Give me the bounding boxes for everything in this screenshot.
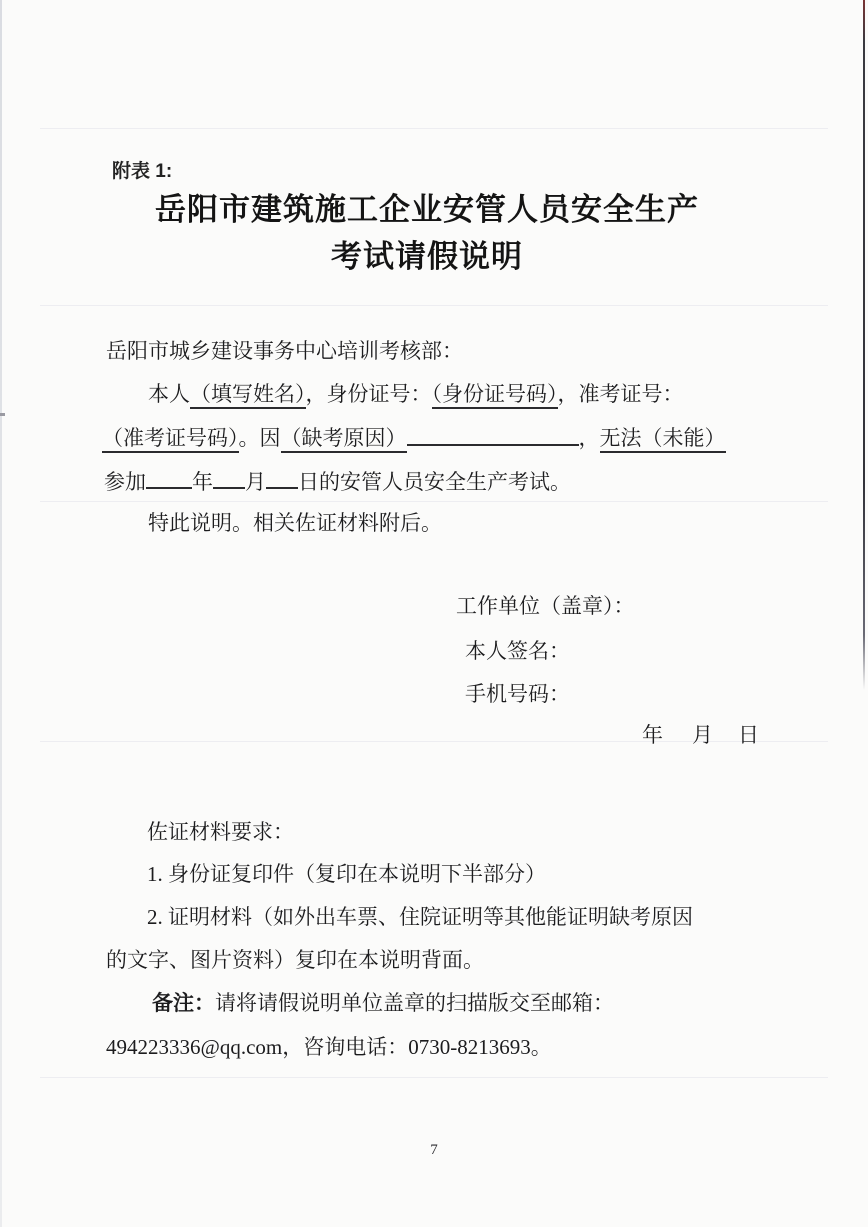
statement-line: 特此说明。相关佐证材料附后。 [148,511,442,535]
line3-comma: ， [578,426,600,450]
note-text: 请将请假说明单位盖章的扫描版交至邮箱： [215,991,614,1015]
scan-faint-rule [40,1077,828,1078]
phone-number-label: 手机号码： [465,682,570,706]
scan-faint-rule [40,501,828,502]
ticket-number-blank-field: （准考证号码） [102,426,239,453]
year-blank-field [146,467,192,489]
date-month-label: 月 [692,723,713,747]
requirement-item-2-line2: 的文字、图片资料）复印在本说明背面。 [106,948,484,972]
scan-faint-rule [40,128,828,129]
line2-ticket-label: ，准考证号： [557,382,684,406]
month-label: 月 [245,470,266,494]
line2-prefix: 本人 [148,382,190,406]
salutation-line: 岳阳市城乡建设事务中心培训考核部： [106,339,463,363]
scan-right-edge-artifact [863,0,865,690]
body-line-identity [148,378,684,408]
signer-name-label: 本人签名： [465,639,570,663]
work-unit-seal-label: 工作单位（盖章）： [456,594,635,618]
line2-id-label: ，身份证号： [305,382,432,406]
month-blank-field [213,467,245,489]
line4-rest: 日的安管人员安全生产考试。 [298,470,571,494]
unable-phrase: 无法（未能） [600,426,726,453]
year-label: 年 [192,470,213,494]
note-line [152,987,614,1017]
absence-reason-blank-field: （缺考原因） [281,426,407,453]
contact-line: 494223336@qq.com，咨询电话：0730-8213693。 [106,1035,552,1059]
note-label: 备注： [152,991,215,1015]
page-number: 7 [430,1142,438,1158]
document-title-line2: 考试请假说明 [331,239,523,274]
scan-faint-rule [40,305,828,306]
name-blank-field: （填写姓名） [190,382,306,409]
requirement-item-1: 1. 身份证复印件（复印在本说明下半部分） [147,862,546,886]
document-title-line1: 岳阳市建筑施工企业安管人员安全生产 [155,192,699,227]
body-line-reason [102,422,726,452]
date-year-label: 年 [642,723,663,747]
line4-prefix: 参加 [104,470,146,494]
id-number-blank-field: （身份证号码） [432,382,558,409]
scan-speck [0,413,5,416]
day-blank-field [266,467,298,489]
date-line [642,719,759,749]
line3-because: 。因 [238,426,281,450]
requirement-item-2-line1: 2. 证明材料（如外出车票、住院证明等其他能证明缺考原因 [147,905,693,929]
absence-reason-write-in-line [407,424,579,446]
date-day-label: 日 [738,723,759,747]
body-line-exam-date [104,466,571,496]
requirements-heading: 佐证材料要求： [147,820,294,844]
attachment-label: 附表 1: [112,161,173,182]
